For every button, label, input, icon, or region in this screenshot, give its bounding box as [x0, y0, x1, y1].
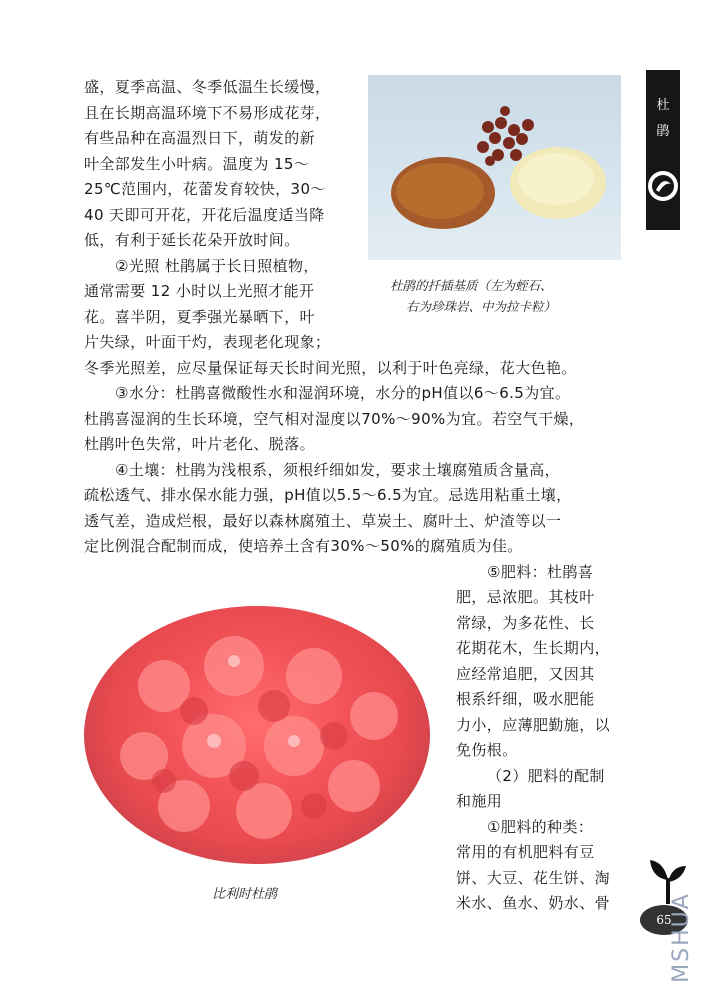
text-line: 和施用 [456, 792, 503, 810]
text-line: 花。喜半阴，夏季强光暴晒下，叶 [84, 307, 316, 326]
text-line: 常用的有机肥料有豆 [456, 843, 595, 861]
watermark-text: MSHUA [668, 892, 694, 983]
text-line: ④土壤：杜鹃为浅根系，须根纤细如发，要求土壤腐殖质含量高， [115, 460, 561, 479]
text-line: 常绿，为多花性、长 [456, 613, 595, 632]
caption-substrate-1: 杜鹃的扦插基质（左为蛭石、 [390, 278, 553, 293]
text-line: （2）肥料的配制 [487, 766, 605, 785]
text-line: 米水、鱼水、奶水、骨 [456, 894, 611, 912]
text-line: 冬季光照差，应尽量保证每天长时间光照，以利于叶色亮绿，花大色艳。 [84, 358, 577, 377]
text-line: ⑤肥料：杜鹃喜 [487, 562, 594, 581]
text-line: 定比例混合配制而成，使培养土含有30%～50%的腐殖质为佳。 [84, 537, 523, 555]
side-chapter-tab [646, 70, 680, 230]
text-line: 通常需要 12 小时以上光照才能开 [84, 282, 315, 300]
text-line: 饼、大豆、花生饼、淘 [456, 868, 611, 887]
text-line: ①肥料的种类： [487, 817, 594, 836]
text-line: ②光照 杜鹃属于长日照植物， [115, 256, 319, 275]
text-line: 力小，应薄肥勤施，以 [456, 715, 611, 734]
text-line: 花期花木，生长期内， [456, 639, 611, 657]
substrate-photo [368, 75, 621, 260]
text-line: 25℃范围内，花蕾发育较快，30～ [84, 180, 326, 198]
text-line: 片失绿，叶面干灼，表现老化现象； [84, 333, 331, 351]
text-line: 疏松透气、排水保水能力强，pH值以5.5～6.5为宜。忌选用粘重土壤， [84, 486, 572, 504]
text-line: 肥，忌浓肥。其枝叶 [456, 588, 595, 606]
caption-substrate-2: 右为珍珠岩、中为拉卡粒） [406, 299, 557, 314]
azalea-illustration [84, 606, 430, 864]
substrate-illustration [368, 75, 621, 260]
text-line: 免伤根。 [456, 741, 518, 759]
side-tab-char: 杜 [656, 98, 670, 113]
side-tab-char: 鹃 [656, 124, 670, 139]
text-line: 低，有利于延长花朵开放时间。 [84, 231, 300, 249]
caption-azalea: 比利时杜鹃 [212, 887, 278, 902]
text-line: 40 天即可开花，开花后温度适当降 [84, 205, 325, 224]
text-line: 有些品种在高温烈日下，萌发的新 [84, 129, 316, 147]
text-line: 叶全部发生小叶病。温度为 15～ [84, 154, 310, 173]
watermark [668, 880, 706, 995]
text-line: 应经常追肥，又因其 [456, 664, 595, 683]
text-line: ③水分：杜鹃喜微酸性水和湿润环境，水分的pH值以6～6.5为宜。 [115, 384, 571, 402]
flower-emblem-icon [647, 168, 679, 204]
text-line: 杜鹃叶色失常，叶片老化、脱落。 [84, 435, 316, 453]
page-number: 65 [640, 905, 688, 935]
azalea-photo [84, 606, 430, 864]
text-line: 杜鹃喜湿润的生长环境，空气相对湿度以70%～90%为宜。若空气干燥， [84, 409, 585, 428]
text-line: 透气差，造成烂根，最好以森林腐殖土、草炭土、腐叶土、炉渣等以一 [84, 511, 562, 530]
text-line: 根系纤细，吸水肥能 [456, 690, 595, 708]
text-line: 且在长期高温环境下不易形成花芽， [84, 103, 331, 122]
text-line: 盛，夏季高温、冬季低温生长缓慢， [84, 78, 331, 96]
